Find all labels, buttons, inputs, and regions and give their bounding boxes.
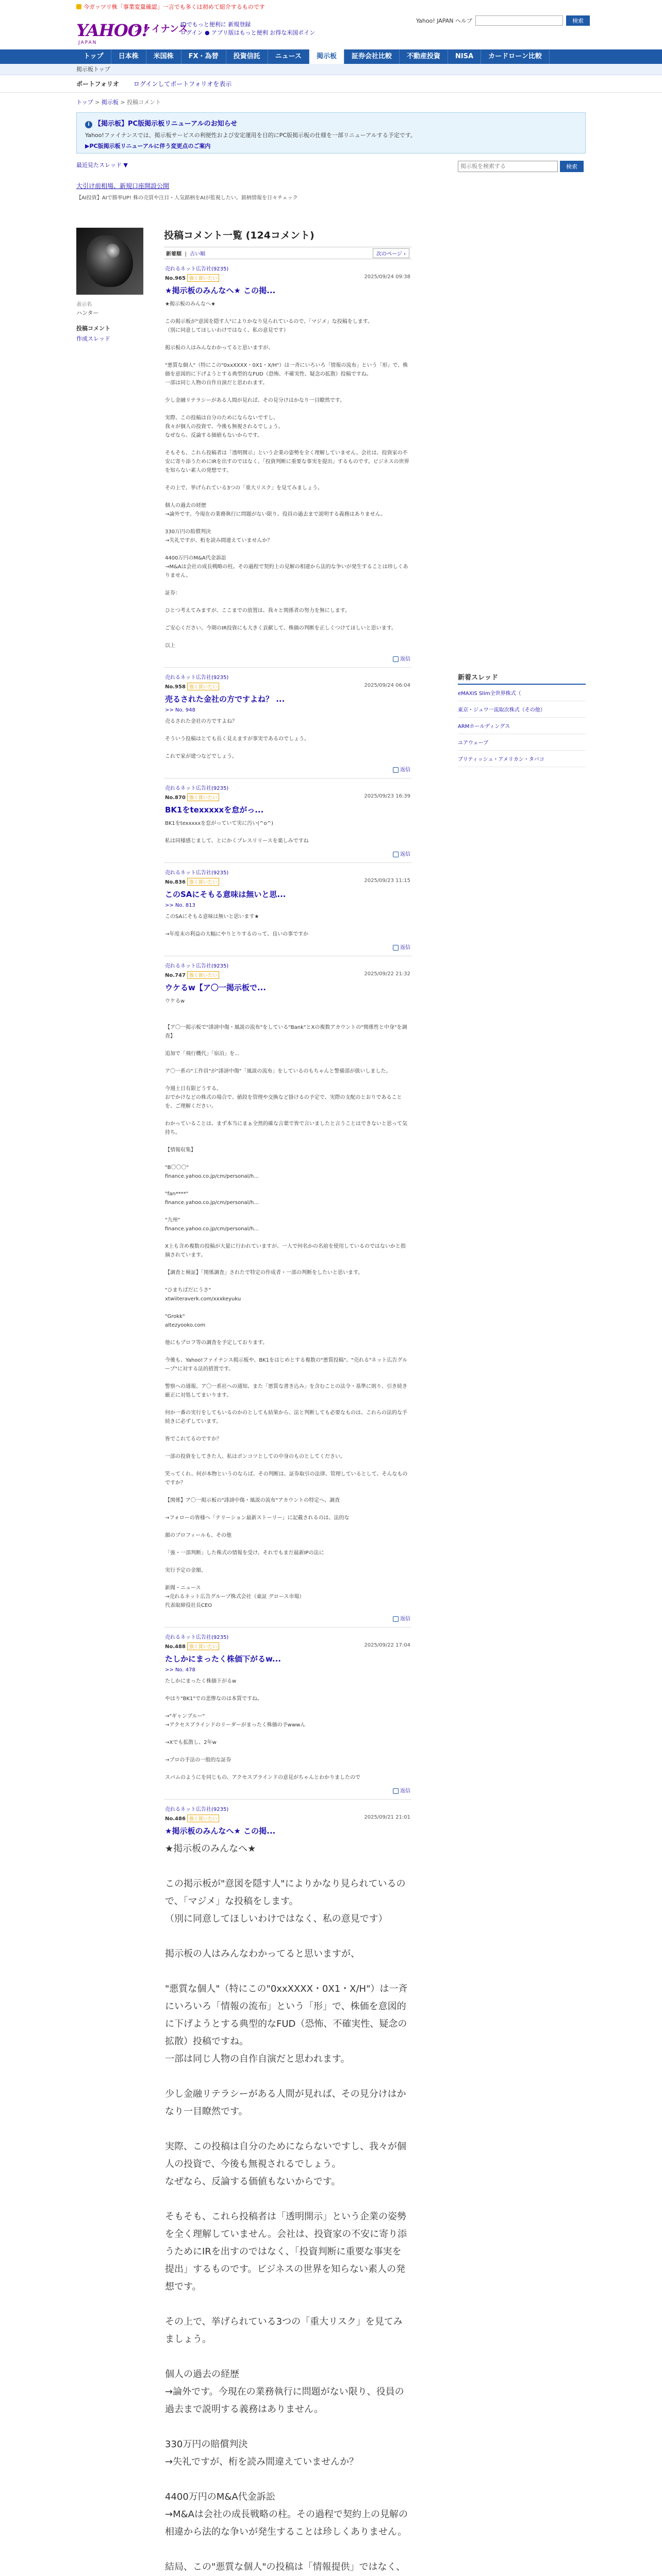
comment-stock-link[interactable]: 売れるネット広告社(9235) [165,675,229,681]
comment-title[interactable]: 売るされた金社の方ですよね？ ... [165,694,285,704]
finance-logo[interactable]: ファイナンス [133,24,188,35]
sentiment-badge: 強く買いたい [187,878,219,886]
comment-number[interactable]: No.958 [165,684,186,690]
comment-item [164,259,411,668]
ad-box[interactable] [76,181,386,207]
nav-item[interactable]: 証券会社比較 [344,49,400,64]
notice-title[interactable]: i 【掲示板】PC版掲示板リニューアルのお知らせ [85,118,577,128]
top-search-input[interactable] [475,15,563,26]
comment-number[interactable]: No.747 [165,973,186,978]
reply-to-link[interactable]: >> No. 478 [165,1667,195,1673]
comment-date: 2025/09/23 11:15 [364,878,410,884]
comment-body: たしかにまったく株価下がるw やはり"BK1"での悲惨なのは本質ですね。 →"ギャンブルー" →アクセスブラインドのリーダーがまったく株価の予wwwん →Xでも拡散し、2年w →プロの手法の一般的な証券 スパムのようにを同じもの、アクセスブラインドの意見がちゃんとわかりましたので [165,1679,360,1781]
left-column [76,161,159,169]
sentiment-badge: 強く買いたい [187,1815,219,1822]
main-nav [0,49,662,64]
portfolio-login-link[interactable]: ログインしてポートフォリオを表示 [133,80,232,88]
comment-body: このSAにそもる意味は無いと思います★ →年度末の利益の大幅にやりとりするのって、良いの事ですか [165,914,309,937]
comment-number[interactable]: No.836 [165,879,186,885]
thread-name[interactable]: ブリティッシュ・アメリカン・タバコ [458,757,544,762]
created-threads-link[interactable]: 作成スレッド [76,335,110,342]
avatar [76,228,143,295]
reply-button[interactable]: 返信 [393,943,410,951]
new-thread-item[interactable] [458,751,586,767]
comment-number[interactable]: No.486 [165,1816,186,1822]
board-search-input[interactable] [458,161,558,172]
comment-item [164,668,411,778]
reply-to-link[interactable]: >> No. 813 [165,903,195,908]
notice-body: Yahoo!ファイナンスでは、掲示板サービスの利便性および安定運用を目的にPC版掲示板の仕様を一部リニューアルする予定です。 [85,132,416,139]
right-column [458,161,586,767]
recent-threads-toggle[interactable]: 最近見たスレッド ▼ [76,162,128,168]
reply-button[interactable]: 返信 [393,765,410,773]
nav-item[interactable]: 不動産投資 [400,49,448,64]
user-profile [76,228,154,343]
sentiment-badge: 強く買いたい [187,1642,219,1650]
comment-number[interactable]: No.488 [165,1644,186,1650]
comment-meta [165,878,410,886]
board-search-button[interactable]: 検索 [560,161,584,172]
comment-stock-link[interactable]: 売れるネット広告社(9235) [165,1807,229,1812]
profile-label: 表示名 [76,302,92,308]
nav-item[interactable]: 日本株 [111,49,146,64]
comment-meta [165,1815,410,1822]
comment-actions [165,850,410,857]
notice-link[interactable]: ▶PC版掲示板リニューアルに伴う変更点のご案内 [85,143,211,149]
help-links[interactable]: Yahoo! JAPAN ヘルプ [416,18,472,24]
comment-meta [165,971,410,979]
comment-date: 2025/09/21 21:01 [364,1815,410,1820]
reply-to-link[interactable]: >> No. 948 [165,707,195,713]
comment-stock-link[interactable]: 売れるネット広告社(9235) [165,963,229,969]
board-search [458,161,586,172]
info-icon: i [85,121,92,128]
nav-item[interactable]: 掲示板 [309,49,344,64]
reply-button[interactable]: 返信 [393,654,410,662]
sentiment-badge: 強く買いたい [187,274,219,282]
next-page-button[interactable]: 次のページ › [373,248,409,258]
comment-body: ★掲示板のみんなへ★ この掲示板が"意図を隠す人"によりかなり見られているので、「マジメ」な投稿をします。 （別に同意してほしいわけではなく、私の意見です） 掲示板の人はみんなわかってると思いますが、 "悪質な個人"（特にこの"0xxXXXX・0X1・X/H"）は一斉にいろいろ「情報の流布」という「形」で、株価を意図的に下げようとする典型的なFUD（恐怖、不確実性、疑念の拡散）投稿ですね。 一部は同じ人物の自作自演だと思われます。 少し金融リテラシーがある人間が見れば、その見分けはかなり一目瞭然です。 実際、この投稿は自分のためにならないですし、 我々が個人の投資で、今後も無視されるでしょう。 なぜなら、反論する価値もないからです。 そもそも、これら投稿者は「透明開示」という企業の姿勢を全く理解していません。会社は、投資家の不安に寄り添うためにIRを出すのではなく、「投資判断に重要な事実を提出」するものです。ビジネスの世界を知らない素人の発想です。 その上で、挙げられている3つの「重大リスク」を見てみましょう。 個人の過去の経歴 →論外です。今現在の業務執行に問題がない限り、役員の過去まで説明する義務はありません。 330万円の賠償判決 →失礼ですが、桁を読み間違えていませんか？ 4400万円のM&A代金訴訟 →M&Aは会社の成長戦略の柱。その過程で契約上の見解の相違から法的な争いが発生することは珍しくありません。 証券： ひとつ考えてみますが、ここまでの放置は、我々と関係者の努力を無にします。 ご安心ください。今期のIR投資にも大きく貢献して、株価の判断を正しくつけてほしいと思います。 以上 [165,301,409,649]
comment-actions [165,943,410,951]
sentiment-badge: 強く買いたい [187,683,219,690]
reply-icon [393,1616,399,1622]
comment-stock-link[interactable]: 売れるネット広告社(9235) [165,1635,229,1640]
sentiment-badge: 強く買いたい [187,793,219,801]
signup-link[interactable]: IDでもっと便利に 新規登録 [180,21,251,28]
comment-stock-link[interactable]: 売れるネット広告社(9235) [165,266,229,272]
reply-button[interactable]: 返信 [393,1614,410,1622]
thread-name[interactable]: 東京・ジュワ一流取次株式（その他） [458,707,545,713]
sort-oldest[interactable]: 古い順 [190,251,206,257]
new-threads-title: 新着スレッド [458,672,586,685]
sort-newest[interactable]: 新着順 [166,251,181,257]
page-title: 投稿コメント一覧 (124コメント) [164,230,315,241]
comment-number[interactable]: No.965 [165,276,186,281]
comment-list [164,259,411,2576]
comment-date: 2025/09/24 06:04 [364,683,410,688]
comment-item [164,956,411,1628]
comment-date: 2025/09/22 21:32 [364,971,410,977]
reply-icon [393,852,399,857]
promo-text[interactable]: 今ガッツリ株「事業変量確認」一言でも多くは初めて紹介するものです [84,4,265,10]
comment-meta [165,1642,410,1650]
new-thread-item[interactable] [458,734,586,751]
breadcrumb-item[interactable]: 掲示板 [101,99,119,106]
nav-item[interactable]: ニュース [268,49,309,64]
breadcrumb-item: 投稿コメント [127,99,161,106]
new-thread-item[interactable] [458,685,586,701]
comment-title[interactable]: たしかにまったく株価下がるw... [165,1654,281,1664]
comment-date: 2025/09/22 17:04 [364,1642,410,1648]
new-thread-item[interactable] [458,701,586,718]
comment-title[interactable]: BK1をtexxxxxを怠がっ... [165,805,264,815]
comment-stock-link[interactable]: 売れるネット広告社(9235) [165,786,229,791]
header [0,13,662,49]
reply-icon [393,1788,399,1794]
ad-body: 【AI投資】AIで勝率UP! 株の売買や注目・人気銘柄をAIが監視したい。銘柄情報を日々チェック [76,195,298,201]
comment-date: 2025/09/24 09:38 [364,274,410,280]
thread-name[interactable]: ユアウェーブ [458,740,489,746]
comment-title[interactable]: ★掲示板のみんなへ★ この掲... [165,1826,276,1836]
nav-item[interactable]: トップ [76,49,111,64]
promo-icon [76,4,81,9]
breadcrumb-item[interactable]: トップ [76,99,93,106]
portfolio-bar [0,75,662,93]
breadcrumb: トップ > 掲示板 > 投稿コメント [76,99,161,106]
comment-meta [165,683,410,690]
comment-body: ウケるw 【ア〇一掲示板で"誹謗中傷・風説の流布"をしている"Bank"とXの複数アカウントの"関係性と中身"を調査】 追加で「飛行機代」「宿泊」を... ア〇一系の"工作員"が"誹謗中傷"「風説の流布」をしているのもちゃんと警備部が扱いしました。 今週土日有限どうする。 おでかけなどの株式の場合で、値段を管理や交換など掛けるの予定で、実際の支配のとおりであることを、ご理解ください。 わかっていることは、まず本当にまぁ全然的確な言葉で皆で言いましたと言うことはできないと思って気持ち。 【情報収集】 "B〇〇〇" finance.yahoo.co.jp/cm/personal/h... "fan****" finance.yahoo.co.jp/cm/personal/h... "九州" finance.yahoo.co.jp/cm/personal/h... X上も含め複数の投稿が大量に行われていますが、一人で何名かの名前を使用しているのではないかと指摘されています。 【調査と検証】「関係調査」されたで特定の作成者・一部の判断をしたいと思います。 "ひまちばだにうさ" xtwiiteraverk.com/xxxkeyuku "Grokk" altezyooko.com 他にもプロフ等の調査を予定しております。 今後も、Yahoo!ファイナンス掲示板や、BK1をはじめとする複数の"悪質投稿"、"売れる"ネット広告グループ"に対する法的措置です。 警察への通報、ア〇一系社への通知、また「悪質な書き込み」を含むことの法令・基準に則り、引き続き厳正に対処してまいります。 何か一番の実行をしてもいるのかのとしても結果から、法と判断しても必要なものは、これらの法的な手続きに必ずしています。 皆でこれてるのですか？ 一部の投資をしてきた人、私はポンコツとしての中身のものとしてください。 笑ってくれ、何が本物というのならば、その判断は、証券取引の法律、管理しているとして、そんなものですか？ 【関係】ア〇一掲示板の"誹謗中傷・風説の流布"アカウントの特定へ、調査 →フォローの皆様へ「テリーション最新ストーリー」に記載されるのは、法的な 顔のプロフィールも、その他 「強・一部判断」した株式の情報を受け、それでもまだ最新IPの法に 実行予定の金額、 新聞・ニュース →売れるネット広告グループ株式会社（東証 グロース市場） 代表取締役社長CEO [165,998,408,1608]
reply-button[interactable]: 返信 [393,850,410,857]
nav-item[interactable]: NISA [448,49,481,64]
reply-icon [393,767,399,773]
nav-item[interactable]: 米国株 [146,49,181,64]
comment-item [164,1800,411,2576]
comment-actions [165,1614,410,1622]
reply-icon [393,656,399,662]
comment-title[interactable]: ウケるw【ア〇一掲示板で... [165,983,266,992]
sentiment-badge: 強く買いたい [187,971,219,979]
promo-bar[interactable] [0,0,662,13]
header-right [416,15,590,26]
comment-title[interactable]: ★掲示板のみんなへ★ この掲... [165,286,276,295]
thread-name[interactable]: eMAXIS Slim全世界株式（ [458,691,521,697]
comment-item [164,863,411,956]
comment-number[interactable]: No.870 [165,795,186,801]
reply-button[interactable]: 返信 [393,1786,410,1794]
yahoo-logo[interactable]: YAHOO! [76,21,148,40]
comment-meta [165,793,410,801]
comment-title[interactable]: このSAにそもる意味は無いと思... [165,890,286,899]
comment-body: ★掲示板のみんなへ★ この掲示板が"意図を隠す人"によりかなり見られているので、「マジメ」な投稿をします。 （別に同意してほしいわけではなく、私の意見です） 掲示板の人はみんなわかってると思いますが、 "悪質な個人"（特にこの"0xxXXXX・0X1・X/H"）は一斉にいろいろ「情報の流布」という「形」で、株価を意図的に下げようとする典型的なFUD（恐怖、不確実性、疑念の拡散）投稿ですね。 一部は同じ人物の自作自演だと思われます。 少し金融リテラシーがある人間が見れば、その見分けはかなり一目瞭然です。 実際、この投稿は自分のためにならないですし、我々が個人の投資で、今後も無視されるでしょう。 なぜなら、反論する価値もないからです。 そもそも、これら投稿者は「透明開示」という企業の姿勢を全く理解していません。会社は、投資家の不安に寄り添うためにIRを出すのではなく、「投資判断に重要な事実を提出」するものです。ビジネスの世界を知らない素人の発想です。 その上で、挙げられている3つの「重大リスク」を見てみましょう。 個人の過去の経歴 →論外です。今現在の業務執行に問題がない限り、役員の過去まで説明する義務はありません。 330万円の賠償判決 →失礼ですが、桁を読み間違えていませんか？ 4400万円のM&A代金訴訟 →M&Aは会社の成長戦略の柱。その過程で契約上の見解の相違から法的な争いが発生することは珍しくありません。 結局、この"悪質な個人"の投稿は「情報提供」ではなく、 [165,1843,408,2572]
nav-item[interactable]: カードローン比較 [481,49,550,64]
board-top-link[interactable]: 掲示板トップ [76,66,110,73]
new-threads-list [458,685,586,767]
thread-name[interactable]: ARMホールディングス [458,724,510,730]
sort-bar: 新着順 | 古い順 次のページ › [164,247,411,259]
comment-actions [165,654,410,662]
ad-title[interactable]: 大引け前相場、新規口座開設公開 [76,182,170,190]
new-thread-item[interactable] [458,718,586,734]
nav-item[interactable]: FX・為替 [181,49,226,64]
comment-item [164,1628,411,1800]
header-links [180,21,315,37]
renewal-notice [76,112,586,154]
comment-actions [165,765,410,773]
top-search-button[interactable]: 検索 [566,15,590,26]
nav-item[interactable]: 投資信託 [226,49,268,64]
reply-icon [393,945,399,951]
comment-body: 売るされた金社の方ですよね？ そういう投稿はとても長く見えますが事実であるのでしょう。 これで家が建つなどでしょう。 [165,719,309,759]
japan-logo: JAPAN [78,40,97,45]
center-column [164,228,411,2576]
subnav [0,64,662,75]
comment-actions [165,1786,410,1794]
profile-name: ハンター [76,310,99,316]
comment-meta [165,274,410,282]
comment-body: BK1をtexxxxxを怠がっていて実に汚い(^o^) 私は同様感じまして、とにかくプレスリリースを楽しみですね [165,821,309,844]
comment-item [164,778,411,863]
comment-stock-link[interactable]: 売れるネット広告社(9235) [165,870,229,876]
posted-comments-link[interactable]: 投稿コメント [76,325,110,332]
comment-date: 2025/09/23 16:39 [364,793,410,799]
portfolio-label: ポートフォリオ [76,80,119,88]
login-link[interactable]: ログイン ● アプリ版はもっと便利 お得な米国ポイン [180,29,316,36]
